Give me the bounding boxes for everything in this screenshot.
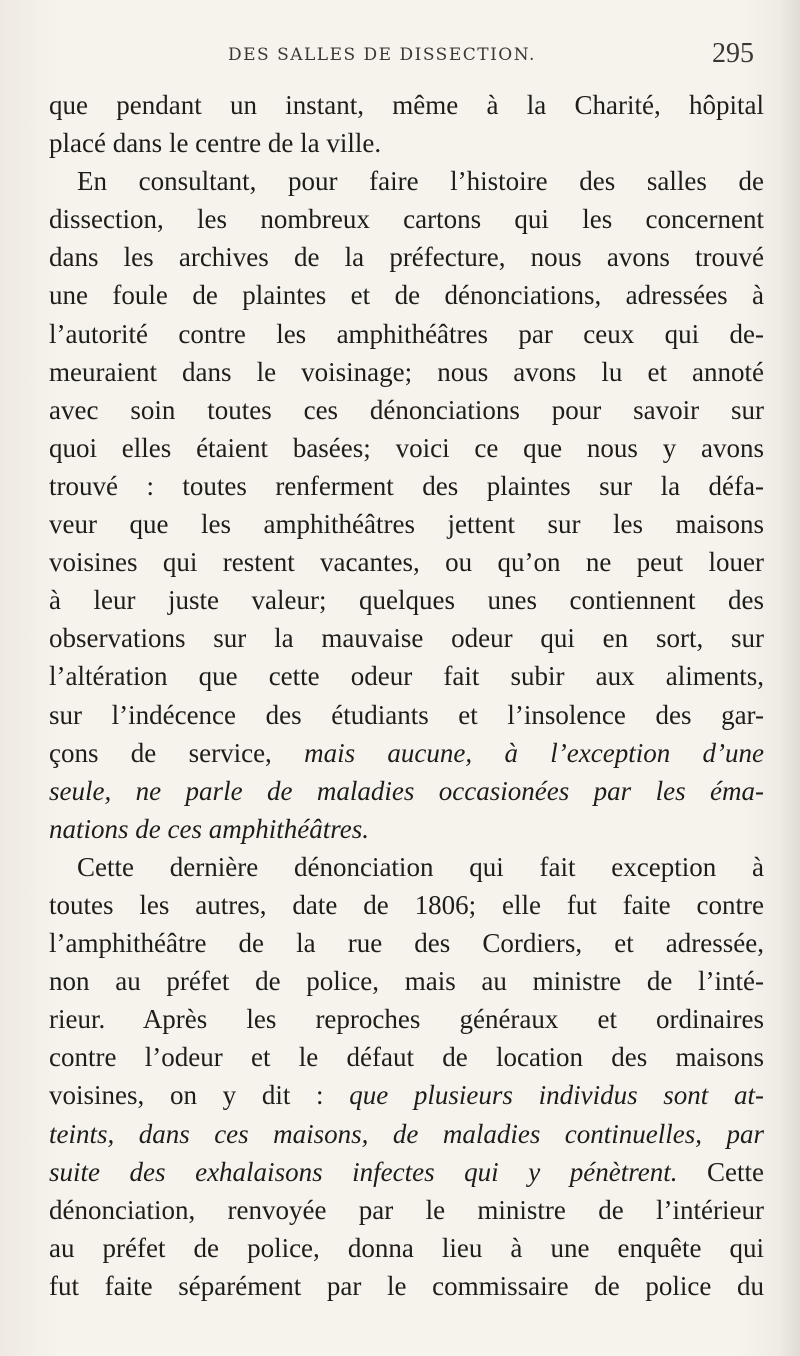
- text-run: que pendant un instant, même à la Charité, hôpital: [49, 90, 764, 120]
- text-line: [49, 886, 764, 924]
- italic-text: mais aucune, à l’exception d’une: [304, 737, 764, 768]
- running-title: DES SALLES DE DISSECTION.: [228, 45, 536, 65]
- text-run: trouvé : toutes renferment des plaintes sur la défa-: [49, 470, 764, 501]
- text-line: [49, 810, 764, 848]
- page-number: 295: [712, 38, 754, 69]
- text-line: [49, 1115, 764, 1153]
- text-line: [49, 619, 764, 657]
- text-run: En consultant, pour faire l’histoire des salles de: [77, 166, 764, 197]
- text-line: [49, 581, 764, 619]
- text-line: [49, 162, 764, 200]
- text-line: [49, 657, 764, 695]
- text-run: Cette dernière dénonciation qui fait exception à: [77, 851, 764, 882]
- italic-text: nations de ces amphithéâtres.: [49, 813, 369, 844]
- text-line: [49, 734, 764, 772]
- text-line: [49, 1267, 764, 1305]
- text-line: [49, 429, 764, 467]
- text-run: meuraient dans le voisinage; nous avons lu et annoté: [49, 356, 764, 387]
- text-line: [49, 962, 764, 1000]
- text-run: veur que les amphithéâtres jettent sur les maisons: [49, 509, 764, 540]
- text-run: fut faite séparément par le commissaire de police du: [49, 1270, 764, 1301]
- text-line: [49, 1229, 764, 1267]
- text-line: [49, 315, 764, 353]
- body-text: [49, 86, 764, 1305]
- text-line: [49, 124, 764, 162]
- text-line: [49, 86, 764, 124]
- text-run: dans les archives de la préfecture, nous avons trouvé: [49, 242, 764, 273]
- text-run: au préfet de police, donna lieu à une enquête qui: [49, 1232, 764, 1263]
- text-run: dénonciation, renvoyée par le ministre de l’intérieur: [49, 1194, 764, 1225]
- text-run: quoi elles étaient basées; voici ce que nous y avons: [49, 432, 764, 463]
- text-line: [49, 505, 764, 543]
- text-line: [49, 848, 764, 886]
- text-run: placé dans le centre de la ville.: [49, 128, 382, 159]
- text-run: une foule de plaintes et de dénonciations, adressées à: [49, 280, 764, 311]
- text-run: voisines qui restent vacantes, ou qu’on ne peut louer: [49, 547, 764, 578]
- text-run: contre l’odeur et le défaut de location des maisons: [49, 1042, 764, 1073]
- text-line: [49, 696, 764, 734]
- text-run: rieur. Après les reproches généraux et ordinaires: [49, 1004, 764, 1035]
- text-line: [49, 543, 764, 581]
- text-run: toutes les autres, date de 1806; elle fut faite contre: [49, 889, 764, 920]
- text-run: Cette: [677, 1156, 764, 1187]
- text-run: voisines, on y dit :: [49, 1080, 350, 1111]
- text-line: [49, 1076, 764, 1114]
- text-line: [49, 1153, 764, 1191]
- text-line: [49, 353, 764, 391]
- italic-text: seule, ne parle de maladies occasionées par les éma-: [49, 775, 764, 806]
- text-run: observations sur la mauvaise odeur qui en sort, sur: [49, 623, 764, 654]
- text-run: l’altération que cette odeur fait subir aux aliments,: [49, 661, 764, 692]
- text-run: l’amphithéâtre de la rue des Cordiers, et adressée,: [49, 928, 764, 959]
- page-edge-shadow: [780, 0, 800, 1356]
- text-line: [49, 391, 764, 429]
- italic-text: suite des exhalaisons infectes qui y pénètrent.: [49, 1156, 678, 1187]
- text-run: çons de service,: [49, 737, 305, 768]
- text-run: non au préfet de police, mais au ministre de l’inté-: [49, 966, 764, 997]
- text-line: [49, 200, 764, 238]
- text-line: [49, 238, 764, 276]
- running-head: [48, 34, 760, 74]
- text-run: avec soin toutes ces dénonciations pour savoir sur: [49, 394, 764, 425]
- italic-text: que plusieurs individus sont at-: [349, 1080, 764, 1111]
- text-run: sur l’indécence des étudiants et l’insolence des gar-: [49, 699, 764, 730]
- text-run: l’autorité contre les amphithéâtres par ceux qui de-: [49, 318, 764, 349]
- italic-text: teints, dans ces maisons, de maladies continuelles, par: [49, 1118, 764, 1149]
- text-line: [49, 1000, 764, 1038]
- text-line: [49, 924, 764, 962]
- text-line: [49, 772, 764, 810]
- text-run: dissection, les nombreux cartons qui les concernent: [49, 204, 764, 235]
- text-run: à leur juste valeur; quelques unes contiennent des: [49, 585, 764, 616]
- text-line: [49, 1191, 764, 1229]
- text-line: [49, 276, 764, 314]
- text-line: [49, 1038, 764, 1076]
- text-line: [49, 467, 764, 505]
